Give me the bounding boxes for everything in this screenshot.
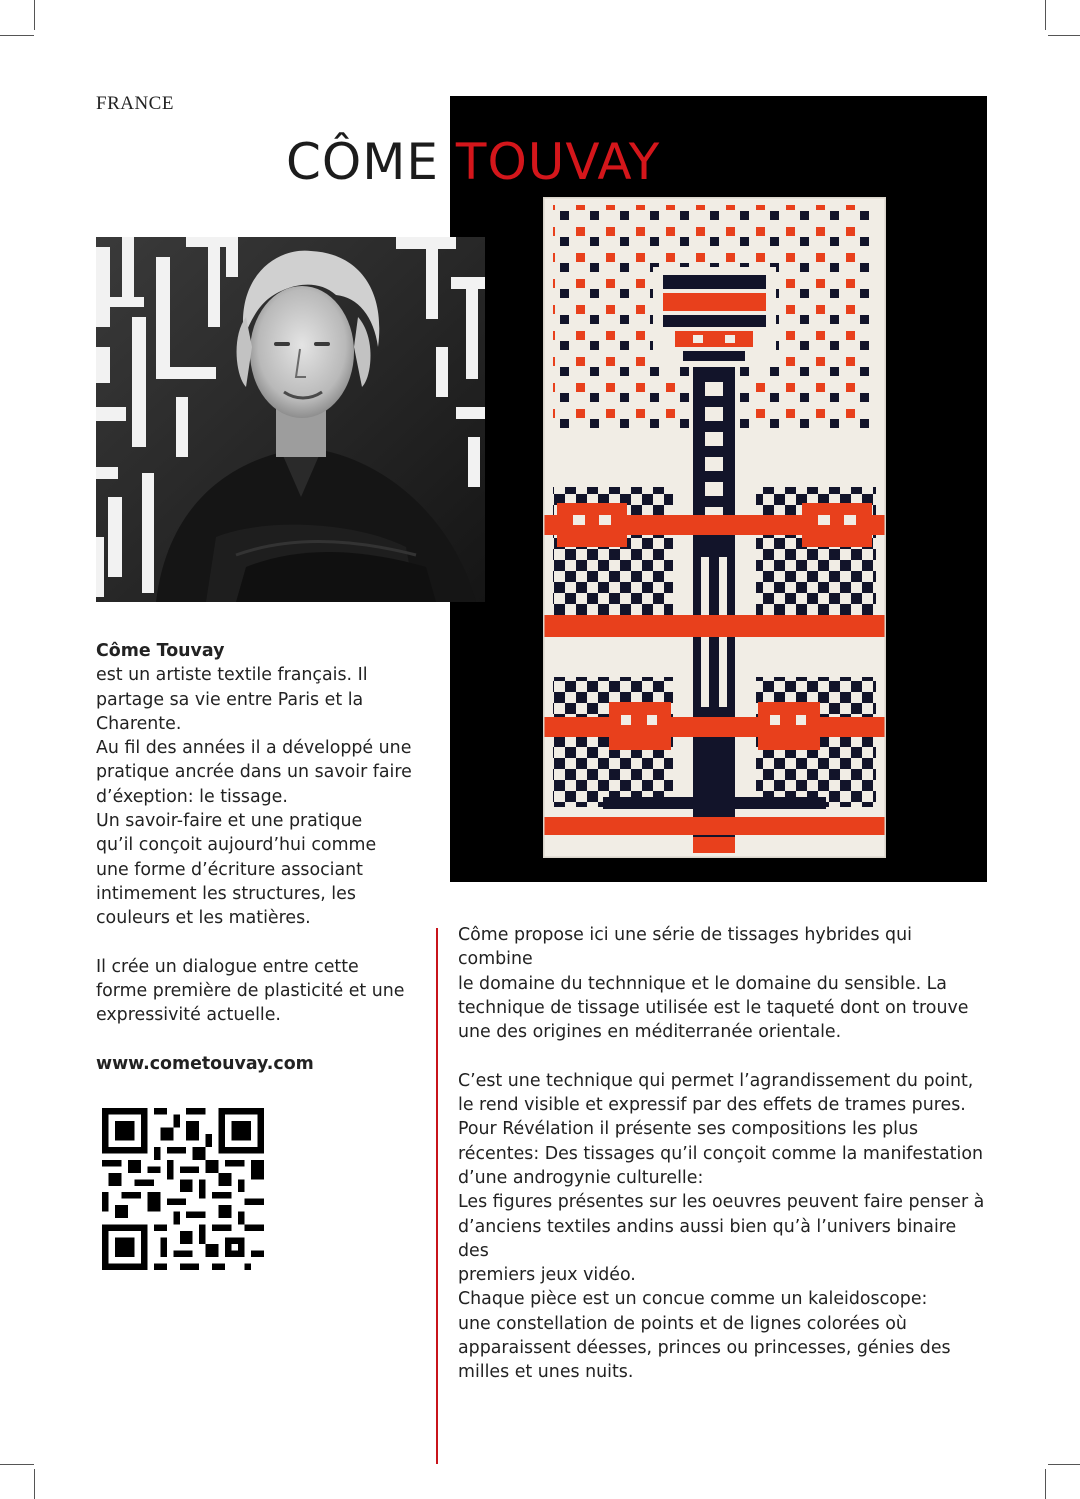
desc-line: milles et unes nuits. — [458, 1362, 634, 1383]
crop-mark — [34, 1469, 35, 1499]
desc-line: Côme propose ici une série de tissages hybrides qui combine — [458, 925, 912, 970]
crop-mark — [0, 35, 34, 36]
crop-mark — [1045, 0, 1046, 30]
bio-line: couleurs et les matières. — [96, 908, 311, 929]
artist-bio — [96, 639, 426, 1076]
desc-line: Pour Révélation il présente ses compositions les plus — [458, 1119, 919, 1140]
crop-mark — [1048, 1464, 1080, 1465]
desc-line: d’une androgynie culturelle: — [458, 1167, 704, 1188]
artwork-description — [458, 923, 988, 1385]
desc-line: une des origines en méditerranée orientale. — [458, 1022, 842, 1043]
bio-line: partage sa vie entre Paris et la — [96, 689, 364, 710]
desc-line: apparaissent déesses, princes ou princesses, génies des — [458, 1338, 951, 1359]
qr-code[interactable] — [102, 1108, 264, 1270]
bio-line: Charente. — [96, 713, 182, 734]
desc-line: Les figures présentes sur les oeuvres peuvent faire penser à — [458, 1192, 985, 1213]
desc-line: récentes: Des tissages qu’il conçoit comme la manifestation — [458, 1143, 983, 1164]
crop-mark — [1048, 35, 1080, 36]
bio-line: est un artiste textile français. Il — [96, 665, 368, 686]
country-label: FRANCE — [96, 93, 174, 114]
bio-line: Il crée un dialogue entre cette — [96, 956, 359, 977]
divider-line — [436, 928, 438, 1464]
bio-name: Côme Touvay — [96, 641, 225, 661]
weaving-artwork — [543, 197, 886, 858]
bio-line: expressivité actuelle. — [96, 1005, 281, 1026]
artist-last-name: TOUVAY — [455, 133, 661, 191]
desc-line: une constellation de points et de lignes colorées où — [458, 1313, 907, 1334]
crop-mark — [34, 0, 35, 30]
bio-line: qu’il conçoit aujourd’hui comme — [96, 835, 377, 856]
artist-portrait — [96, 237, 485, 602]
desc-line: technique de tissage utilisée est le taqueté dont on trouve — [458, 997, 969, 1018]
desc-line: d’anciens textiles andins aussi bien qu’à l’univers binaire des — [458, 1216, 957, 1261]
desc-line: le rend visible et expressif par des effets de trames pures. — [458, 1095, 966, 1116]
bio-line: d’éxeption: le tissage. — [96, 786, 288, 807]
crop-mark — [1045, 1469, 1046, 1499]
desc-line: Chaque pièce est un concue comme un kaleidoscope: — [458, 1289, 928, 1310]
bio-line: Au fil des années il a développé une — [96, 738, 412, 759]
bio-line: forme première de plasticité et une — [96, 981, 405, 1002]
artist-first-name: CÔME — [286, 133, 439, 191]
artist-title — [286, 133, 660, 191]
bio-line: une forme d’écriture associant — [96, 859, 363, 880]
desc-line: le domaine du technnique et le domaine du sensible. La — [458, 973, 947, 994]
desc-line: C’est une technique qui permet l’agrandissement du point, — [458, 1070, 974, 1091]
bio-line: intimement les structures, les — [96, 883, 356, 904]
crop-mark — [0, 1464, 34, 1465]
website-link[interactable]: www.cometouvay.com — [96, 1054, 314, 1075]
bio-line: Un savoir-faire et une pratique — [96, 811, 363, 832]
desc-line: premiers jeux vidéo. — [458, 1265, 636, 1286]
bio-line: pratique ancrée dans un savoir faire — [96, 762, 412, 783]
